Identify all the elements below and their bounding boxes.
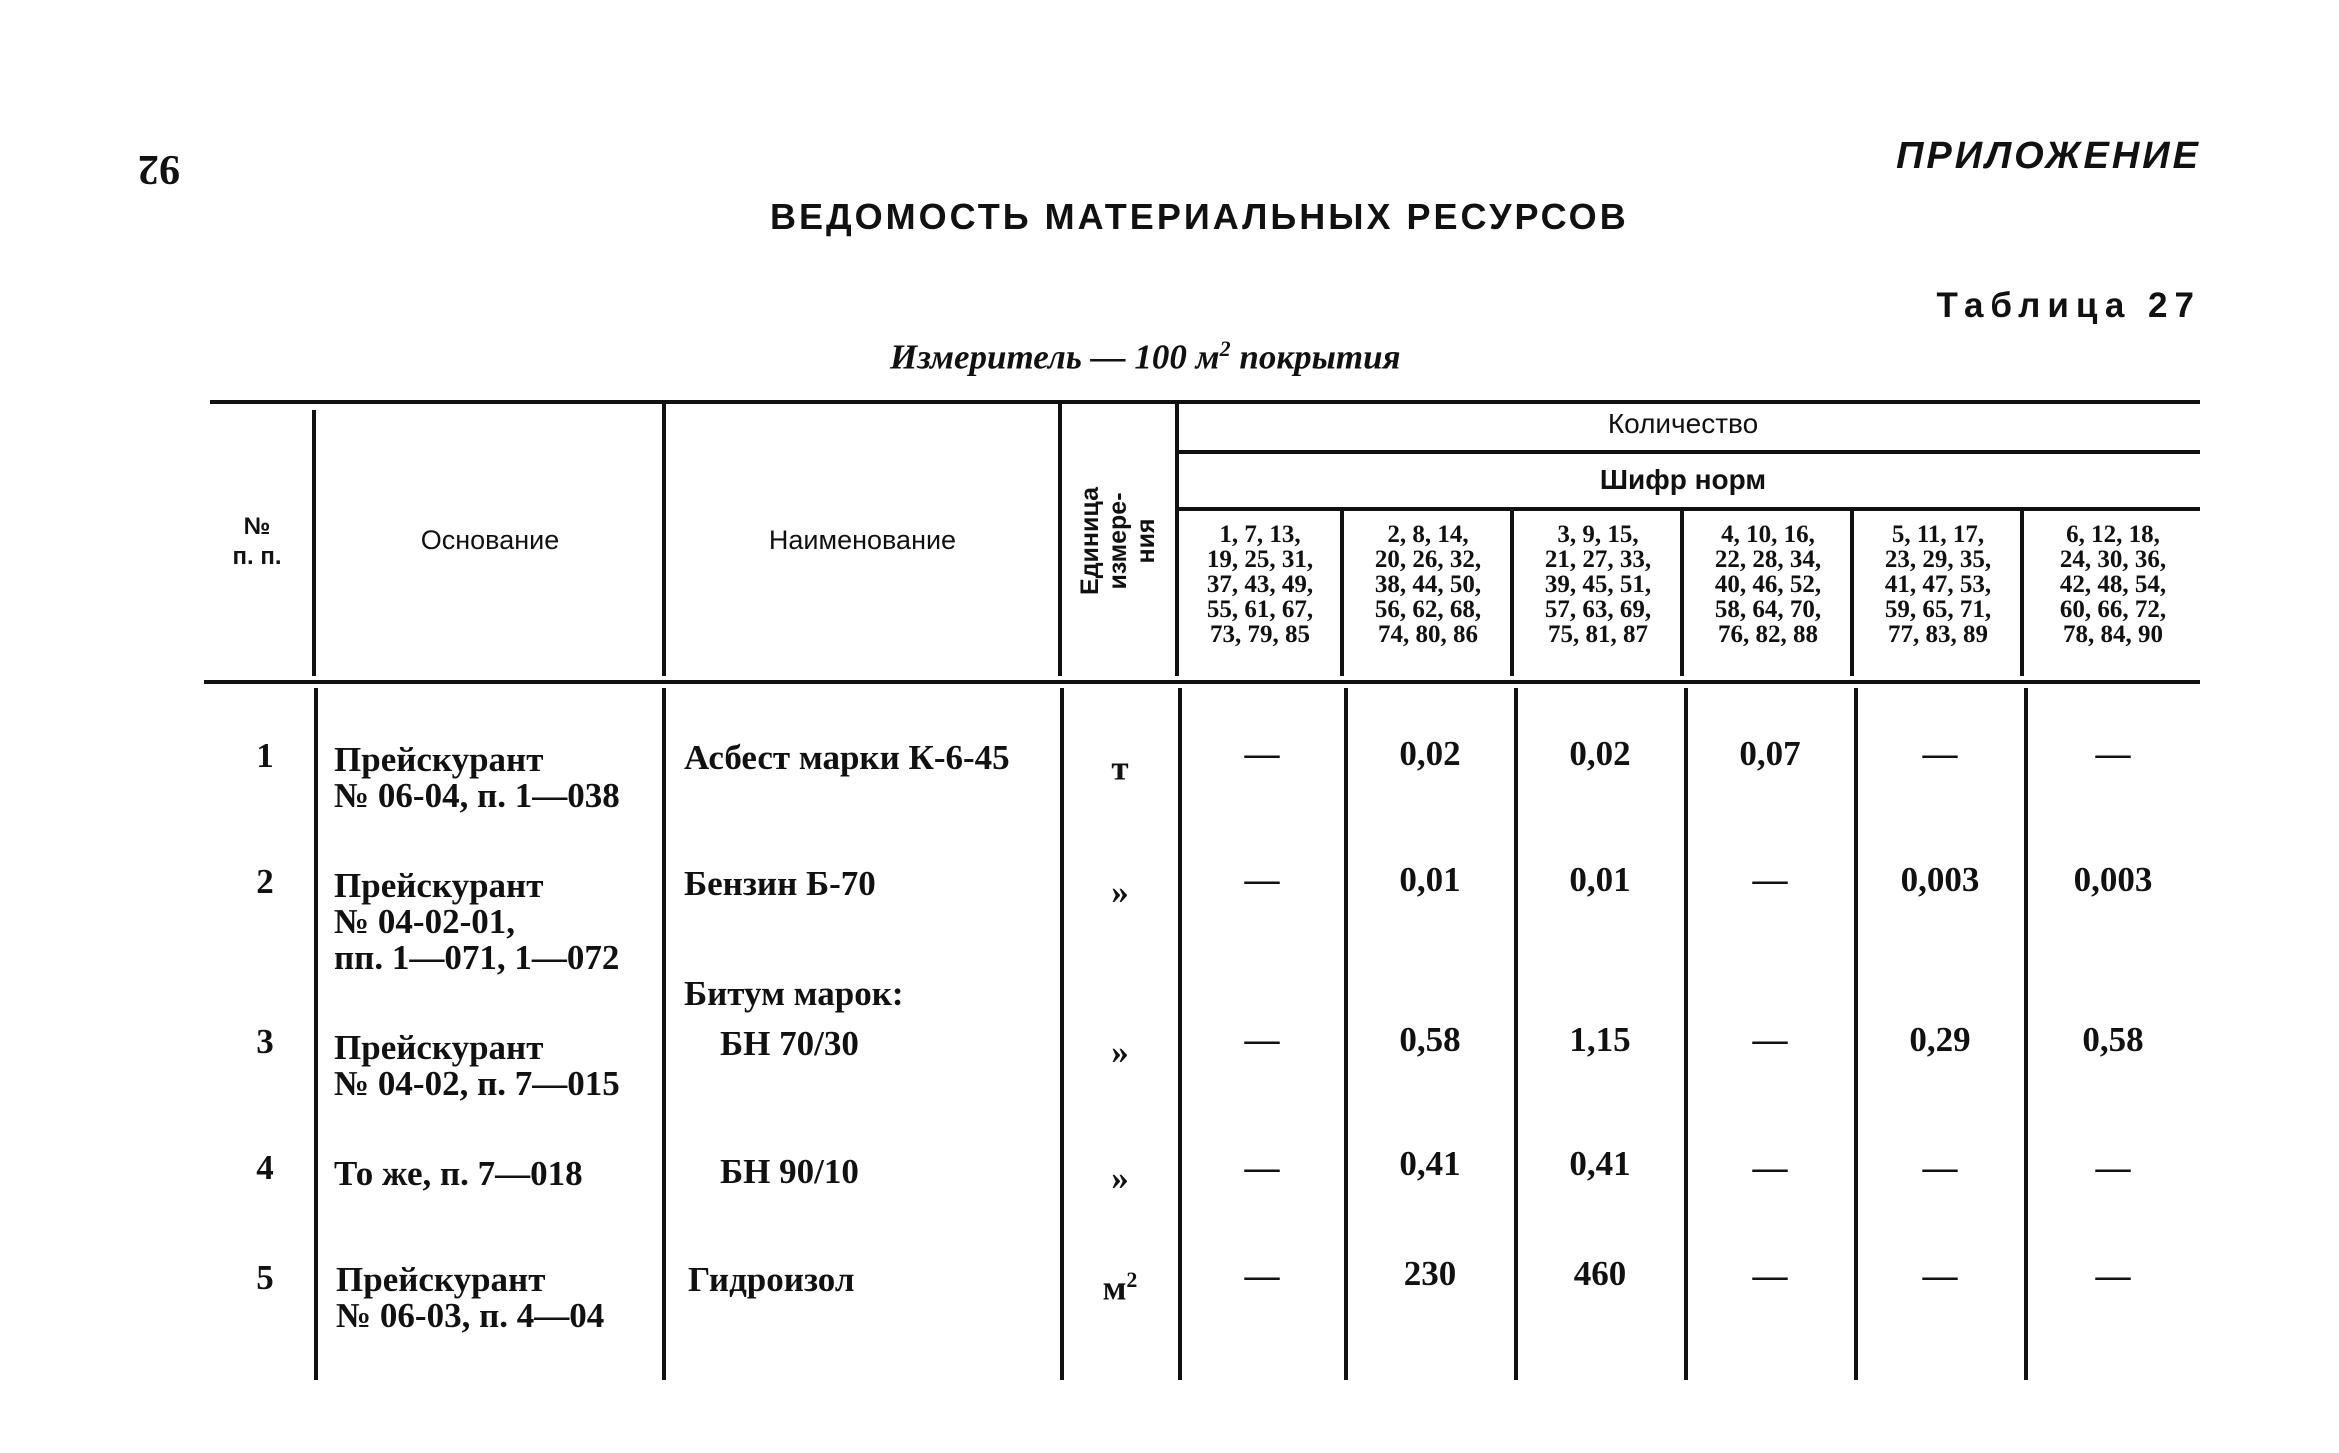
code-group-6 [2026, 522, 2200, 670]
row-basis: То же, п. 7—018 [334, 1154, 583, 1193]
code-group-text: 3, 9, 15, 21, 27, 33, 39, 45, 51, 57, 63, 69, 75, 81, 87 [1544, 521, 1652, 648]
row-value: — [2095, 1256, 2131, 1295]
row-value: 0,58 [2082, 1020, 2144, 1059]
row-number: 5 [256, 1258, 274, 1297]
row-value: 0,29 [1909, 1020, 1971, 1059]
row-unit [1064, 742, 1176, 787]
header-divider [1175, 404, 1179, 676]
row-unit-text: м [1102, 1268, 1127, 1308]
row-number: 1 [256, 736, 274, 775]
row-unit-text: » [1111, 872, 1129, 912]
row-unit-text: т [1111, 748, 1129, 788]
row-value: 0,58 [1399, 1020, 1461, 1059]
row-number: 4 [256, 1148, 274, 1187]
row-value: 230 [1403, 1254, 1457, 1293]
appendix-label: ПРИЛОЖЕНИЕ [1896, 135, 2201, 177]
meter-caption [890, 336, 1401, 378]
code-group-text: 6, 12, 18, 24, 30, 36, 42, 48, 54, 60, 66, 72, 78, 84, 90 [2059, 521, 2167, 648]
row-value: 0,41 [1569, 1144, 1631, 1183]
code-group-4 [1686, 522, 1850, 670]
header-row-number-symbol: № [243, 513, 271, 540]
row-value: 0,01 [1569, 860, 1631, 899]
row-value: — [1922, 1256, 1958, 1295]
row-name: Гидроизол [688, 1260, 855, 1299]
header-divider [1510, 511, 1514, 676]
row-value: 0,07 [1739, 734, 1801, 773]
code-group-text: 4, 10, 16, 22, 28, 34, 40, 46, 52, 58, 64, 70, 76, 82, 88 [1714, 521, 1822, 648]
header-unit [1063, 415, 1173, 667]
header-cipher: Шифр норм [1599, 464, 1767, 495]
row-value: — [1752, 1020, 1788, 1059]
table-label: Таблица 27 [1936, 286, 2201, 325]
row-name: БН 70/30 [720, 1024, 859, 1063]
quantity-rule [1178, 450, 2200, 454]
code-group-1 [1180, 522, 1340, 670]
code-group-text: 5, 11, 17, 23, 29, 35, 41, 47, 53, 59, 65, 71, 77, 83, 89 [1884, 521, 1992, 648]
row-name: Асбест марки К-6-45 [684, 738, 1010, 777]
row-value: — [2095, 734, 2131, 773]
code-group-5 [1856, 522, 2020, 670]
row-unit [1064, 866, 1176, 911]
code-group-3 [1516, 522, 1680, 670]
row-value: — [2095, 1148, 2131, 1187]
row-unit-sup: 2 [1126, 1267, 1138, 1292]
row-number: 3 [256, 1022, 274, 1061]
header-divider [1340, 511, 1344, 676]
document-title: ВЕДОМОСТЬ МАТЕРИАЛЬНЫХ РЕСУРСОВ [770, 196, 1629, 237]
row-value: 0,003 [2073, 860, 2153, 899]
header-row-number [212, 512, 302, 572]
meter-suffix: покрытия [1230, 337, 1401, 377]
header-name: Наименование [768, 524, 957, 555]
row-value: — [1922, 734, 1958, 773]
code-group-text: 1, 7, 13, 19, 25, 31, 37, 43, 49, 55, 61, 67, 73, 79, 85 [1206, 521, 1314, 648]
code-group-text: 2, 8, 14, 20, 26, 32, 38, 44, 50, 56, 62, 68, 74, 80, 86 [1374, 521, 1482, 648]
row-value: — [1244, 860, 1280, 899]
meter-sup: 2 [1219, 336, 1231, 361]
row-value: 1,15 [1569, 1020, 1631, 1059]
row-value: 0,003 [1900, 860, 1980, 899]
row-value: — [1922, 1148, 1958, 1187]
row-value: 0,02 [1399, 734, 1461, 773]
row-value: 0,01 [1399, 860, 1461, 899]
row-value: — [1752, 1148, 1788, 1187]
row-basis: Прейскурант № 04-02, п. 7—015 [334, 1028, 620, 1103]
row-unit [1064, 1026, 1176, 1071]
row-unit [1064, 1152, 1176, 1197]
row-unit-text: » [1111, 1158, 1129, 1198]
header-quantity: Количество [1607, 408, 1759, 439]
row-unit [1064, 1262, 1176, 1307]
cipher-rule [1178, 507, 2200, 511]
row-number: 2 [256, 862, 274, 901]
row-value: — [1752, 860, 1788, 899]
code-group-2 [1346, 522, 1510, 670]
row-value: — [1244, 1020, 1280, 1059]
meter-prefix: Измеритель — 100 м [890, 337, 1220, 377]
header-divider [2020, 511, 2024, 676]
header-divider [1850, 511, 1854, 676]
row-basis: Прейскурант № 06-03, п. 4—04 [336, 1260, 605, 1335]
row-basis: Прейскурант № 06-04, п. 1—038 [334, 740, 620, 815]
row-value: 460 [1573, 1254, 1627, 1293]
row-name: БН 90/10 [720, 1152, 859, 1191]
header-divider [1680, 511, 1684, 676]
page-number: 92 [138, 146, 180, 192]
header-unit-label: Единица измере- ния [1076, 487, 1160, 595]
header-basis: Основание [420, 524, 560, 555]
row-value: — [1244, 734, 1280, 773]
row-value: — [1752, 1256, 1788, 1295]
row-name: Бензин Б-70 [684, 864, 876, 903]
header-bottom-rule [204, 680, 2200, 684]
row-unit-text: » [1111, 1032, 1129, 1072]
row-value: 0,41 [1399, 1144, 1461, 1183]
group-heading: Битум марок: [684, 974, 904, 1013]
row-value: — [1244, 1148, 1280, 1187]
row-value: 0,02 [1569, 734, 1631, 773]
row-value: — [1244, 1256, 1280, 1295]
body-divider [314, 688, 318, 1380]
row-basis: Прейскурант № 04-02-01, пп. 1—071, 1—072 [334, 866, 620, 977]
header-row-number-abbr: п. п. [232, 543, 282, 570]
